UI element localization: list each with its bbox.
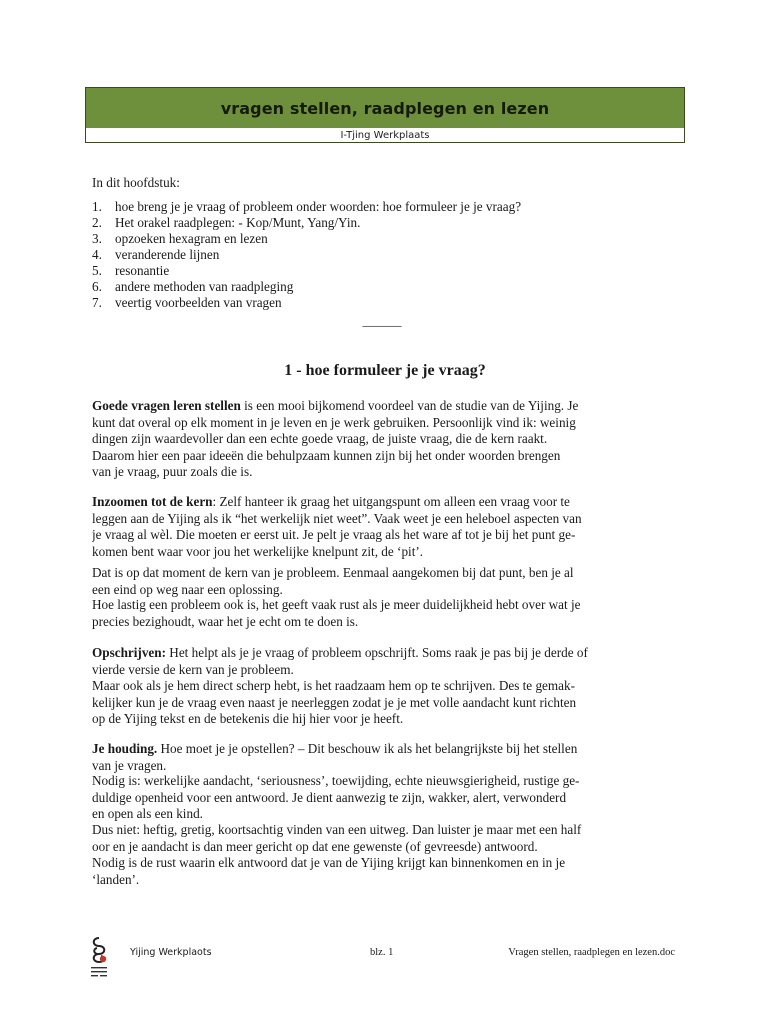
paragraph-line: Maar ook als je hem direct scherp hebt, is het raadzaam hem op te schrijven. Des te gemak- bbox=[92, 678, 575, 693]
toc-item bbox=[92, 215, 678, 231]
paragraph-line: precies bezighoudt, waar het je echt om te doen is. bbox=[92, 613, 359, 629]
paragraph-line: kunt dat overal op elk moment in je leven en je werk gebruiken. Persoonlijk vind ik: weinig bbox=[92, 414, 576, 430]
footer-filename: Vragen stellen, raadplegen en lezen.doc bbox=[508, 947, 675, 958]
paragraph-line bbox=[92, 741, 678, 758]
paragraph-line: Dat is op dat moment de kern van je probleem. Eenmaal aangekomen bij dat punt, ben je al bbox=[92, 565, 574, 580]
toc-number: 6. bbox=[92, 279, 102, 294]
paragraph-line bbox=[92, 398, 678, 415]
toc-text: veranderende lijnen bbox=[115, 247, 220, 262]
paragraph-line: duldige openheid voor een antwoord. Je dient aanwezig te zijn, wakker, alert, verwonderd bbox=[92, 789, 567, 805]
toc-text: veertig voorbeelden van vragen bbox=[115, 295, 282, 310]
paragraph bbox=[92, 398, 678, 481]
paragraph-line: Daarom hier een paar ideeën die behulpzaam kunnen zijn bij het onder woorden brengen bbox=[92, 447, 561, 463]
toc-text: andere methoden van raadpleging bbox=[115, 279, 294, 294]
table-of-contents bbox=[92, 199, 678, 311]
paragraph bbox=[92, 678, 678, 728]
paragraph-line bbox=[92, 645, 678, 662]
toc-number: 2. bbox=[92, 215, 102, 230]
paragraph-lead: Inzoomen tot de kern bbox=[92, 494, 213, 509]
toc-text: resonantie bbox=[115, 263, 170, 278]
toc-intro: In dit hoofdstuk: bbox=[92, 175, 180, 190]
line-text: Het helpt als je je vraag of probleem opschrijft. Soms raak je pas bij je derde of bbox=[166, 645, 588, 660]
section-heading: 1 - hoe formuleer je je vraag? bbox=[284, 362, 486, 379]
toc-text: hoe breng je je vraag of probleem onder woorden: hoe formuleer je je vraag? bbox=[115, 199, 522, 214]
paragraph-line bbox=[92, 494, 678, 511]
paragraph-line: Dus niet: heftig, gretig, koortsachtig vinden van een uitweg. Dan luister je maar met een half bbox=[92, 822, 582, 837]
paragraph-lead: Goede vragen leren stellen bbox=[92, 398, 241, 413]
paragraph bbox=[92, 773, 678, 823]
toc-item bbox=[92, 199, 678, 215]
toc-number: 4. bbox=[92, 247, 102, 262]
document-subtitle: I-Tjing Werkplaats bbox=[340, 129, 430, 141]
toc-item bbox=[92, 279, 678, 295]
subtitle-bar bbox=[85, 128, 685, 143]
paragraph bbox=[92, 741, 678, 774]
toc-item bbox=[92, 231, 678, 247]
paragraph bbox=[92, 855, 678, 888]
paragraph bbox=[92, 645, 678, 678]
paragraph-line: kelijker kun je de vraag even naast je neerleggen zodat je je met volle aandacht kunt richten bbox=[92, 694, 577, 710]
paragraph-line: Nodig is: werkelijke aandacht, ‘seriousness’, toewijding, echte nieuwsgierigheid, rustige ge- bbox=[92, 773, 580, 788]
toc-text: Het orakel raadplegen: - Kop/Munt, Yang/Yin. bbox=[115, 215, 361, 230]
paragraph-line: van je vraag, puur zoals die is. bbox=[92, 464, 253, 479]
paragraph-line: Hoe lastig een probleem ook is, het geeft vaak rust als je meer duidelijkheid hebt over wat je bbox=[92, 597, 581, 612]
toc-number: 7. bbox=[92, 295, 102, 310]
line-text: is een mooi bijkomend voordeel van de studie van de Yijing. Je bbox=[240, 398, 579, 413]
paragraph-line: ‘landen’. bbox=[92, 871, 140, 887]
toc-item bbox=[92, 247, 678, 263]
paragraph-line: dingen zijn waardevoller dan een echte goede vraag, de juiste vraag, die de kern raakt. bbox=[92, 431, 548, 446]
toc-item bbox=[92, 263, 678, 279]
yijing-logo-icon bbox=[88, 935, 110, 981]
line-text: : Zelf hanteer ik graag het uitgangspunt om alleen een vraag voor te bbox=[212, 494, 570, 509]
paragraph-line: en open als een kind. bbox=[92, 806, 203, 821]
section-separator: ______ bbox=[362, 313, 402, 328]
line-text: Hoe moet je je opstellen? – Dit beschouw ik als het belangrijkste bij het stellen bbox=[157, 741, 578, 756]
paragraph bbox=[92, 597, 678, 630]
footer-page-number: blz. 1 bbox=[370, 947, 394, 958]
toc-number: 5. bbox=[92, 263, 102, 278]
paragraph-line: op de Yijing tekst en de betekenis die hij hier voor je heeft. bbox=[92, 711, 404, 726]
footer-organization: Yijing Werkplaots bbox=[130, 947, 212, 958]
toc-item bbox=[92, 295, 678, 311]
paragraph-lead: Opschrijven: bbox=[92, 645, 166, 660]
paragraph bbox=[92, 494, 678, 560]
paragraph-line: komen bent waar voor jou het werkelijke knelpunt zit, de ‘pit’. bbox=[92, 543, 424, 559]
toc-text: opzoeken hexagram en lezen bbox=[115, 231, 268, 246]
paragraph-line: een eind op weg naar een oplossing. bbox=[92, 581, 283, 597]
paragraph-line: je vraag al wèl. Die moeten er eerst uit. Je pelt je vraag als het ware af tot je bij het punt ge- bbox=[92, 527, 576, 542]
paragraph bbox=[92, 565, 678, 598]
paragraph-line: van je vragen. bbox=[92, 757, 167, 773]
paragraph bbox=[92, 822, 678, 855]
title-banner bbox=[85, 87, 685, 129]
paragraph-line: leggen aan de Yijing als ik “het werkelijk niet weet”. Vaak weet je een heleboel aspecten van bbox=[92, 510, 582, 526]
paragraph-line: vierde versie de kern van je probleem. bbox=[92, 661, 294, 677]
paragraph-line: oor en je aandacht is dan meer gericht op dat ene gewenste (of gevreesde) antwoord. bbox=[92, 838, 538, 854]
document-title: vragen stellen, raadplegen en lezen bbox=[220, 98, 550, 118]
paragraph-lead: Je houding. bbox=[92, 741, 158, 756]
toc-number: 3. bbox=[92, 231, 102, 246]
paragraph-line: Nodig is de rust waarin elk antwoord dat je van de Yijing krijgt kan binnenkomen en in je bbox=[92, 855, 566, 870]
toc-number: 1. bbox=[92, 199, 102, 214]
